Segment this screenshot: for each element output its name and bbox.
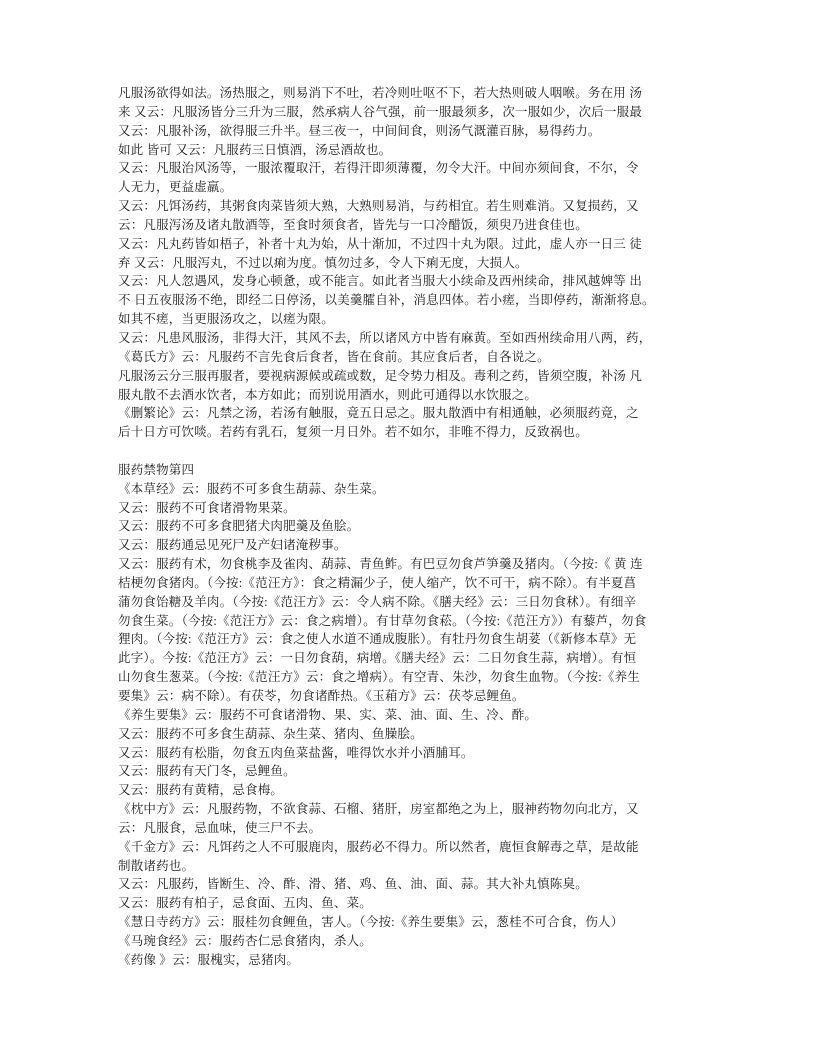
text-line: 又云：服药不可多食肥猪犬肉肥羹及鱼脍。 <box>118 519 360 534</box>
text-line: 不 日五夜服汤不绝，即经二日停汤，以美羹臛自补，消息四体。若小瘥，当即停药，渐渐将息。 <box>118 293 655 308</box>
text-line: 服丸散不去酒水饮者，本方如此；而别说用酒水，则此可通得以水饮服之。 <box>118 387 538 402</box>
text-line: 又云：服药有松脂，勿食五肉鱼菜盐酱，唯得饮水并小酒脯耳。 <box>118 745 474 760</box>
text-line: 要集》云：病不除）。有茯苓，勿食诸酢热。《玉葙方》云：茯苓忌鲤鱼。 <box>118 689 525 703</box>
text-line: 此字）。今按:《范汪方》云：一日勿食葫，病增。《膳夫经》云：二日勿食生蒜，病增）。有恒 <box>118 651 637 666</box>
text-line: 又云：凡饵汤药，其粥食肉菜皆须大熟，大熟则易消，与药相宜。若生则难消。又复损药，又 <box>118 199 639 214</box>
text-line: 制散诸药也。 <box>118 858 195 873</box>
text-line: 蒲勿食饴糖及羊肉。（今按:《范汪方》云：令人病不除。《膳夫经》云：三日勿食秫）。有细辛 <box>118 594 637 609</box>
text-line: 又云：服药有黄精，忌食梅。 <box>118 783 284 798</box>
text-line: 《删繁论》云：凡禁之汤，若汤有触服，竟五日忌之。服丸散酒中有相通触，必须服药竟，之 <box>118 406 639 421</box>
text-line: 又云：服药有柏子，忌食面、五肉、鱼、菜。 <box>118 896 373 911</box>
text-line: 又云：服药有术，勿食桃李及雀肉、葫蒜、青鱼鲊。有巴豆勿食芦笋羹及猪肉。（今按:《 黄 连 <box>118 557 643 572</box>
section-heading: 服药禁物第四 <box>118 462 195 477</box>
blank-line <box>118 442 704 461</box>
text-line: 《药像 》云：服槐实，忌猪肉。 <box>118 952 300 967</box>
text-line: 又云：凡服治风汤等，一服浓覆取汗，若得汗即须薄覆，勿令大汗。中间亦须间食，不尔，令 <box>118 161 639 176</box>
text-line: 又云：服药不可食诸滑物果菜。 <box>118 500 296 515</box>
text-line: 又云：凡丸药皆如梧子，补者十丸为始，从十渐加，不过四十丸为限。过此，虚人亦一日三 徒 <box>118 236 643 251</box>
text-line: 如其不瘥，当更服汤攻之，以瘥为限。 <box>118 312 334 327</box>
text-line: 《枕中方》云：凡服药物，不欲食蒜、石榴、猪肝，房室都绝之为上，服神药物勿向北方，又 <box>118 802 639 817</box>
text-line: 弃 又云：凡服泻丸，不过以痢为度。慎勿过多，令人下痢无度，大损人。 <box>118 255 528 270</box>
text-line: 云：凡服泻汤及诸丸散酒等，至食时须食者，皆先与一口冷醋饭，须臾乃进食佳也。 <box>118 217 588 232</box>
text-line: 又云：服药通忌见死尸及产妇诸淹秽事。 <box>118 538 347 553</box>
text-line: 勿食生菜。（今按:《范汪方》云：食之病增）。有甘草勿食菘。（今按:《范汪方》）有藜芦，勿食 <box>118 613 647 628</box>
text-line: 《慧日寺药方》云：服桂勿食鲤鱼，害人。（今按:《养生要集》云，葱桂不可合食，伤人） <box>118 915 624 930</box>
text-line: 又云：凡服药，皆断生、冷、酢、滑、猪、鸡、鱼、油、面、蒜。其大补丸慎陈臭。 <box>118 877 588 892</box>
text-line: 又云：服药不可多食生葫蒜、杂生菜、猪肉、鱼臊脍。 <box>118 726 423 741</box>
text-line: 凡服汤云分三服再服者，要视病源候或疏或数，足令势力相及。毒利之药，皆须空腹，补汤 凡 <box>118 368 643 383</box>
text-line: 狸肉。（今按:《范汪方》云：食之使人水道不通成腹胀）。有牡丹勿食生胡荽（《新修本草》无 <box>118 632 637 647</box>
text-line: 《马琬食经》云：服药杏仁忌食猪肉，杀人。 <box>118 933 373 948</box>
text-line: 《千金方》云：凡饵药之人不可服鹿肉，服药必不得力。所以然者，鹿恒食解毒之草，是故能 <box>118 839 639 854</box>
text-line: 来 又云：凡服汤皆分三升为三服，然承病人谷气强，前一服最须多，次一服如少，次后一服最 <box>118 104 643 119</box>
text-line: 如此 皆可 又云：凡服药三日慎酒，汤忌酒故也。 <box>118 142 392 157</box>
text-line: 《养生要集》云：服药不可食诸滑物、果、实、菜、油、面、生、冷、酢。 <box>118 707 538 722</box>
text-line: 又云：凡人忽遇风，发身心顿惫，或不能言。如此者当服大小续命及西州续命，排风越婢等 出 <box>118 274 643 289</box>
text-line: 云：凡服食，忌血味，使三尸不去。 <box>118 820 322 835</box>
text-line: 后十日方可饮啖。若药有乳石，复须一月日外。若不如尔，非唯不得力，反致祸也。 <box>118 425 588 440</box>
text-line: 桔梗勿食猪肉。（今按:《范汪方》：食之精漏少子，使人缩产，饮不可干，病不除）。有半夏菖 <box>118 575 637 590</box>
text-line: 又云：服药有天门冬，忌鲤鱼。 <box>118 764 296 779</box>
text-line: 又云：凡患风服汤，非得大汗，其风不去，所以诸风方中皆有麻黄。至如西州续命用八两，药， <box>118 330 652 345</box>
text-line: 凡服汤欲得如法。汤热服之，则易消下不吐，若冷则吐呕不下，若大热则破人咽喉。务在用 汤 <box>118 86 643 100</box>
text-line: 又云：凡服补汤，欲得服三升半。昼三夜一，中间间食，则汤气溉灌百脉，易得药力。 <box>118 123 601 138</box>
text-line: 人无力，更益虚羸。 <box>118 180 233 195</box>
text-line: 山勿食生葱菜。（今按:《范汪方》云：食之增病）。有空青、朱沙，勿食生血物。（今按:《养生 <box>118 670 640 685</box>
document-body <box>118 84 704 970</box>
text-line: 《葛氏方》云：凡服药不言先食后食者，皆在食前。其应食后者，自各说之。 <box>118 349 550 364</box>
text-line: 《本草经》云：服药不可多食生葫蒜、杂生菜。 <box>118 481 385 496</box>
